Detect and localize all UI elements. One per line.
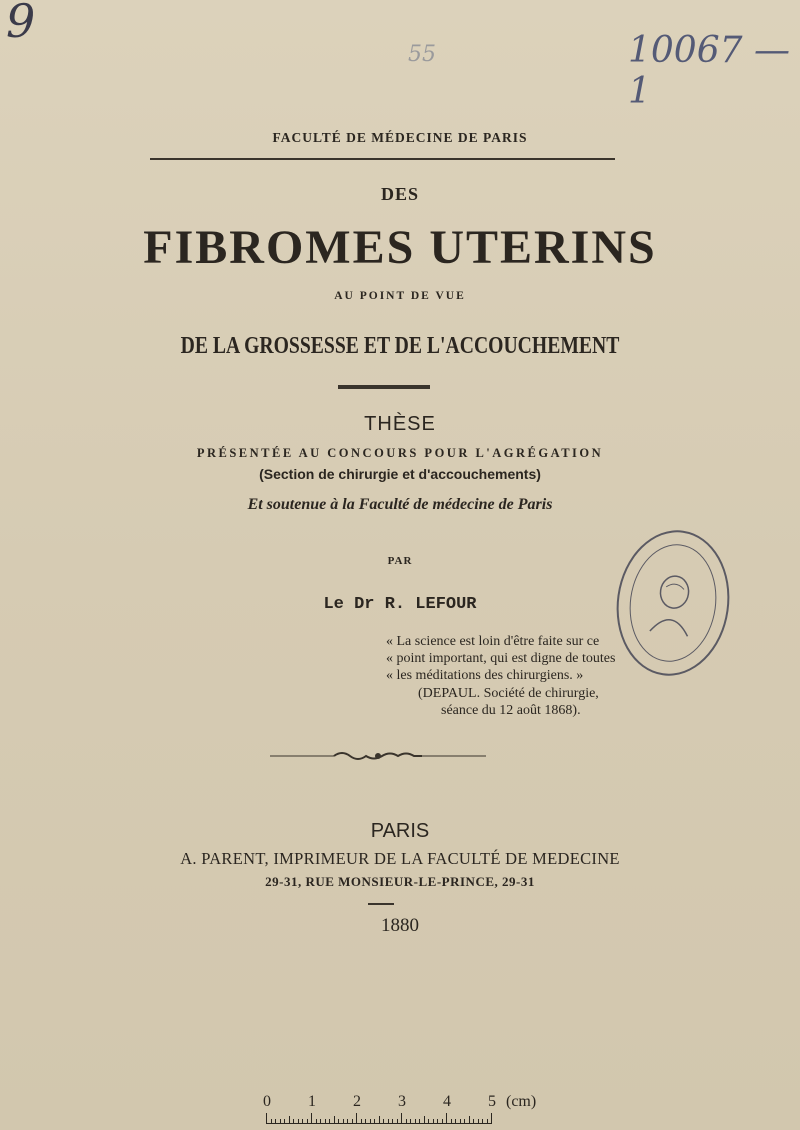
- scale-tick: [379, 1116, 380, 1123]
- imprint-city: PARIS: [370, 820, 430, 842]
- scale-tick: [289, 1116, 290, 1123]
- scale-tick: [347, 1119, 348, 1123]
- scale-tick: [275, 1119, 276, 1123]
- imprint-printer: A. PARENT, IMPRIMEUR DE LA FACULTÉ DE MEDECINE: [180, 849, 620, 868]
- scale-tick: [320, 1119, 321, 1123]
- scale-tick: [266, 1113, 267, 1123]
- scale-tick: [473, 1119, 474, 1123]
- scale-tick: [361, 1119, 362, 1123]
- these-line-3: Et soutenue à la Faculté de médecine de Paris: [247, 496, 553, 513]
- scale-tick: [316, 1119, 317, 1123]
- these-label: THÈSE: [364, 413, 436, 435]
- scale-tick: [343, 1119, 344, 1123]
- bust-portrait-icon: [641, 565, 704, 642]
- scale-tick: [397, 1119, 398, 1123]
- scale-tick: [329, 1119, 330, 1123]
- these-line-2: (Section de chirurgie et d'accouchements): [259, 466, 541, 482]
- scale-tick: [433, 1119, 434, 1123]
- imprint-address: 29-31, RUE MONSIEUR-LE-PRINCE, 29-31: [265, 874, 535, 889]
- scale-tick: [455, 1119, 456, 1123]
- epigraph-source-2: séance du 12 août 1868).: [441, 703, 581, 718]
- scale-label-0: 0: [263, 1093, 271, 1110]
- scale-ruler: [266, 1113, 492, 1124]
- subtitle: DE LA GROSSESSE ET DE L'ACCOUCHEMENT: [180, 333, 620, 359]
- scale-tick: [446, 1113, 447, 1123]
- scale-tick: [424, 1116, 425, 1123]
- scale-tick: [401, 1113, 402, 1123]
- scale-tick: [487, 1119, 488, 1123]
- scale-tick: [415, 1119, 416, 1123]
- scale-tick: [352, 1119, 353, 1123]
- scale-label-5: 5: [488, 1093, 496, 1110]
- scale-tick: [374, 1119, 375, 1123]
- scale-tick: [469, 1116, 470, 1123]
- scale-tick: [410, 1119, 411, 1123]
- scale-label-1: 1: [308, 1093, 316, 1110]
- epigraph-line-1: « La science est loin d'être faite sur ce: [386, 634, 600, 649]
- scale-tick: [293, 1119, 294, 1123]
- scale-unit: (cm): [506, 1093, 537, 1110]
- corner-mark: 9: [6, 0, 36, 48]
- imprint-year: 1880: [381, 915, 419, 936]
- scale-tick: [370, 1119, 371, 1123]
- par-label: PAR: [387, 555, 413, 567]
- scale-tick: [307, 1119, 308, 1123]
- epigraph-source-1: (DEPAUL. Société de chirurgie,: [418, 686, 599, 701]
- title-rule: [338, 385, 430, 389]
- scale-tick: [482, 1119, 483, 1123]
- scale-tick: [334, 1116, 335, 1123]
- epigraph-line-3: « les méditations des chirurgiens. »: [386, 668, 584, 683]
- scale-tick: [437, 1119, 438, 1123]
- these-line-1: PRÉSENTÉE AU CONCOURS POUR L'AGRÉGATION: [196, 446, 604, 460]
- scale-tick: [325, 1119, 326, 1123]
- scale-tick: [365, 1119, 366, 1123]
- scale-tick: [298, 1119, 299, 1123]
- scale-tick: [356, 1113, 357, 1123]
- scale-tick: [383, 1119, 384, 1123]
- scale-tick: [280, 1119, 281, 1123]
- author-name: Le Dr R. LEFOUR: [323, 595, 477, 614]
- title-des: DES: [380, 184, 419, 204]
- library-stamp: [607, 523, 738, 683]
- scale-tick: [392, 1119, 393, 1123]
- scale-tick: [460, 1119, 461, 1123]
- header-rule: [150, 158, 615, 160]
- scale-tick: [464, 1119, 465, 1123]
- scale-label-4: 4: [443, 1093, 451, 1110]
- subtitle-small: AU POINT DE VUE: [334, 290, 466, 302]
- scale-tick: [284, 1119, 285, 1123]
- scale-tick: [419, 1119, 420, 1123]
- scale-tick: [406, 1119, 407, 1123]
- scale-tick: [338, 1119, 339, 1123]
- epigraph-line-2: « point important, qui est digne de toutes: [386, 651, 616, 666]
- scale-tick: [478, 1119, 479, 1123]
- scale-tick: [311, 1113, 312, 1123]
- scale-label-3: 3: [398, 1093, 406, 1110]
- scale-tick: [388, 1119, 389, 1123]
- scale-tick: [271, 1119, 272, 1123]
- scale-label-2: 2: [353, 1093, 361, 1110]
- scale-tick: [442, 1119, 443, 1123]
- imprint-rule: [368, 903, 394, 905]
- scale-tick: [302, 1119, 303, 1123]
- ornament-divider: [270, 748, 486, 764]
- stamp-inner-ring: [622, 539, 724, 668]
- scale-tick: [491, 1113, 492, 1123]
- faculty-header: FACULTÉ DE MÉDECINE DE PARIS: [272, 130, 528, 145]
- main-title: FIBROMES UTERINS: [143, 221, 657, 274]
- scale-tick: [451, 1119, 452, 1123]
- scale-tick: [428, 1119, 429, 1123]
- catalog-number: 10067 — 1: [628, 30, 790, 112]
- pencil-number: 55: [408, 42, 436, 67]
